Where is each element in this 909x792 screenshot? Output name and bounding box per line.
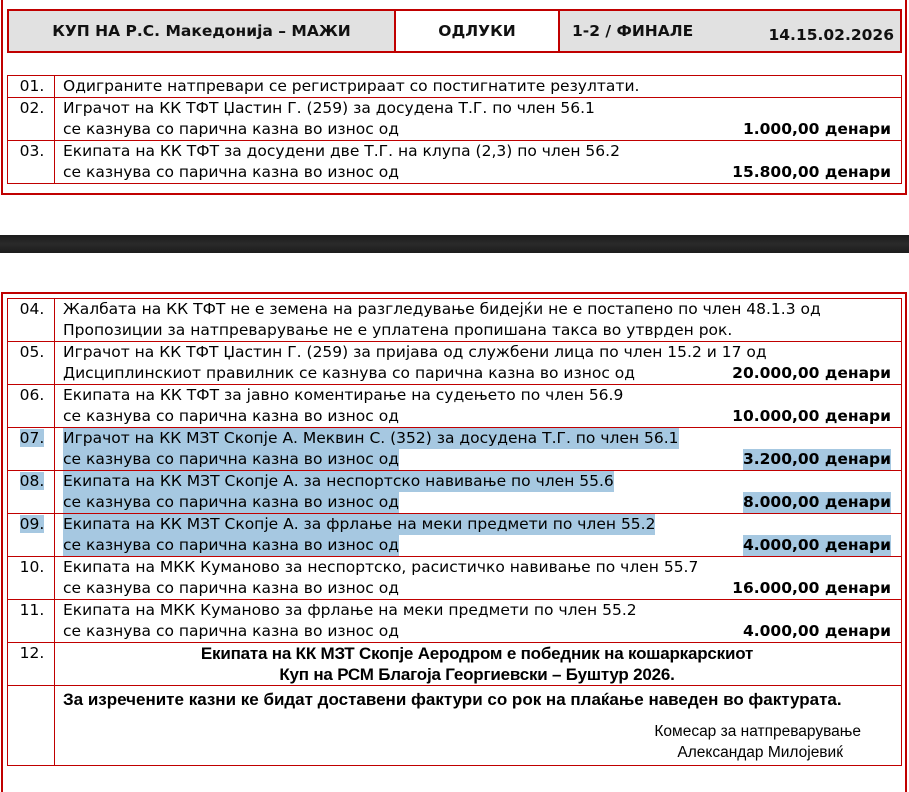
decision-line-text: Екипата на КК ТФТ за досудени две Т.Г. на клупа (2,3) по член 56.2	[63, 142, 620, 160]
decision-line	[63, 428, 891, 449]
decision-line	[63, 320, 891, 341]
decision-line	[63, 141, 891, 162]
decision-number-text: 11.	[19, 601, 45, 619]
decisions-table-page1	[7, 75, 902, 184]
decision-line	[63, 535, 891, 556]
decision-row	[8, 299, 902, 342]
decision-line-text: Екипата на КК МЗТ Скопје А. за фрлање на меки предмети по член 55.2	[63, 515, 656, 533]
decision-line	[63, 471, 891, 492]
signature-name: Александар Милојевиќ	[677, 744, 843, 761]
decision-number	[8, 428, 55, 471]
fine-amount: 8.000,00 денари	[742, 493, 891, 511]
decision-text	[55, 643, 902, 686]
decision-number-text: 08.	[19, 472, 45, 490]
decision-number	[8, 76, 55, 98]
decision-text	[55, 299, 902, 342]
decision-row	[8, 557, 902, 600]
decision-number-text: 10.	[19, 558, 45, 576]
decision-line-text: Играчот на КК МЗТ Скопје А. Меквин С. (352) за досудена Т.Г. по член 56.1	[63, 429, 679, 447]
decision-line	[63, 76, 891, 97]
fine-amount: 1.000,00 денари	[742, 120, 891, 138]
decision-text	[55, 428, 902, 471]
decision-number-text: 03.	[19, 142, 45, 160]
invoice-notice: За изречените казни ке бидат доставени фактури со рок на плаќање наведен во фактурата.	[63, 690, 842, 709]
decision-line	[63, 299, 891, 320]
decision-line	[63, 406, 891, 427]
decision-number-text: 06.	[19, 386, 45, 404]
signature-block	[63, 711, 891, 765]
section-title: ОДЛУКИ	[396, 11, 560, 51]
decision-text	[55, 98, 902, 141]
decision-line-text: Екипата на МКК Куманово за фрлање на меки предмети по член 55.2	[63, 601, 637, 619]
decisions-table-page2	[7, 298, 902, 766]
signature-title: Комесар за натпреварување	[654, 723, 861, 740]
fine-amount: 3.200,00 денари	[742, 450, 891, 468]
empty-number-cell	[8, 686, 55, 766]
fine-amount: 4.000,00 денари	[742, 536, 891, 554]
decision-number	[8, 385, 55, 428]
decision-text	[55, 471, 902, 514]
decision-text	[55, 342, 902, 385]
decision-line	[63, 600, 891, 621]
decision-line-text: се казнува со парична казна во износ од	[63, 407, 399, 425]
fine-amount: 20.000,00 денари	[732, 364, 891, 382]
decision-row	[8, 141, 902, 184]
decision-number-text: 01.	[19, 77, 45, 95]
decision-row	[8, 600, 902, 643]
decision-line	[63, 492, 891, 513]
decision-number-text: 05.	[19, 343, 45, 361]
fine-amount: 4.000,00 денари	[742, 622, 891, 640]
document-header	[7, 9, 902, 53]
decision-row	[8, 342, 902, 385]
decision-line-text: Екипата на КК ТФТ за јавно коментирање на судењето по член 56.9	[63, 386, 624, 404]
decision-line-text: се казнува со парична казна во износ од	[63, 163, 399, 181]
decision-line	[63, 385, 891, 406]
decision-line	[63, 578, 891, 599]
decision-line	[63, 342, 891, 363]
decision-number	[8, 141, 55, 184]
decision-number-text: 04.	[19, 300, 45, 318]
fine-amount: 10.000,00 денари	[732, 407, 891, 425]
footer-row	[8, 686, 902, 766]
decision-text	[55, 514, 902, 557]
decision-line-text: Екипата на МКК Куманово за неспортско, расистичко навивање по член 55.7	[63, 558, 699, 576]
decision-row	[8, 514, 902, 557]
decision-line	[63, 557, 891, 578]
round-info	[560, 11, 900, 51]
decision-number	[8, 600, 55, 643]
decision-line	[63, 162, 891, 183]
fine-amount: 15.800,00 денари	[732, 163, 891, 181]
decision-line-text: се казнува со парична казна во износ од	[63, 120, 399, 138]
decision-number: 12.	[8, 643, 55, 686]
decision-text	[55, 141, 902, 184]
decision-row-12	[8, 643, 902, 686]
decision-number	[8, 514, 55, 557]
decision-number	[8, 557, 55, 600]
fine-amount: 16.000,00 денари	[732, 579, 891, 597]
decision-number	[8, 342, 55, 385]
decision-line-text: се казнува со парична казна во износ од	[63, 493, 399, 511]
page-separator	[0, 235, 909, 253]
footer-cell	[55, 686, 902, 766]
decision-number	[8, 471, 55, 514]
decision-number-text: 09.	[19, 515, 45, 533]
decision-line	[63, 514, 891, 535]
decision-text	[55, 600, 902, 643]
decision-line-text: Играчот на КК ТФТ Џастин Г. (259) за досудена Т.Г. по член 56.1	[63, 99, 595, 117]
decision-line	[63, 363, 891, 384]
decision-line	[63, 119, 891, 140]
decision-row	[8, 98, 902, 141]
decision-line-text: Играчот на КК ТФТ Џастин Г. (259) за пријава од службени лица по член 15.2 и 17 од	[63, 343, 767, 361]
decision-line	[63, 98, 891, 119]
decision-line-text: се казнува со парична казна во износ од	[63, 536, 399, 554]
decision-row	[8, 471, 902, 514]
decision-number-text: 07.	[19, 429, 45, 447]
decision-line-text: Жалбата на КК ТФТ не е земена на разгледување бидејќи не е постапено по член 48.1.3 од	[63, 300, 821, 318]
decision-line: Екипата на КК МЗТ Скопје Аеродром е победник на кошаркарскиот	[200, 644, 754, 663]
decision-row	[8, 428, 902, 471]
decision-text	[55, 76, 902, 98]
decision-line-text: Пропозиции за натпреварување не е уплатена пропишана такса во утврден рок.	[63, 321, 733, 339]
decision-line-text: се казнува со парична казна во износ од	[63, 622, 399, 640]
decision-text	[55, 557, 902, 600]
decision-line-text: Одиграните натпревари се регистрираат со постигнатите резултати.	[63, 77, 640, 95]
decision-row	[8, 385, 902, 428]
decision-line-text: Екипата на КК МЗТ Скопје А. за неспортско навивање по член 55.6	[63, 472, 614, 490]
round-label: 1-2 / ФИНАЛЕ	[572, 22, 694, 40]
decision-number-text: 02.	[19, 99, 45, 117]
decision-line	[63, 621, 891, 642]
decision-line-text: се казнува со парична казна во износ од	[63, 450, 399, 468]
decision-number	[8, 98, 55, 141]
decision-number	[8, 299, 55, 342]
decision-line	[63, 449, 891, 470]
decision-line: Куп на РСМ Благоја Георгиевски – Буштур 2026.	[279, 665, 675, 684]
decision-text	[55, 385, 902, 428]
date-label: 14.15.02.2026	[768, 26, 894, 44]
decision-row	[8, 76, 902, 98]
decision-line-text: се казнува со парична казна во износ од	[63, 579, 399, 597]
competition-title: КУП НА Р.С. Македонија – МАЖИ	[9, 11, 396, 51]
decision-line-text: Дисциплинскиот правилник се казнува со парична казна во износ од	[63, 364, 635, 382]
